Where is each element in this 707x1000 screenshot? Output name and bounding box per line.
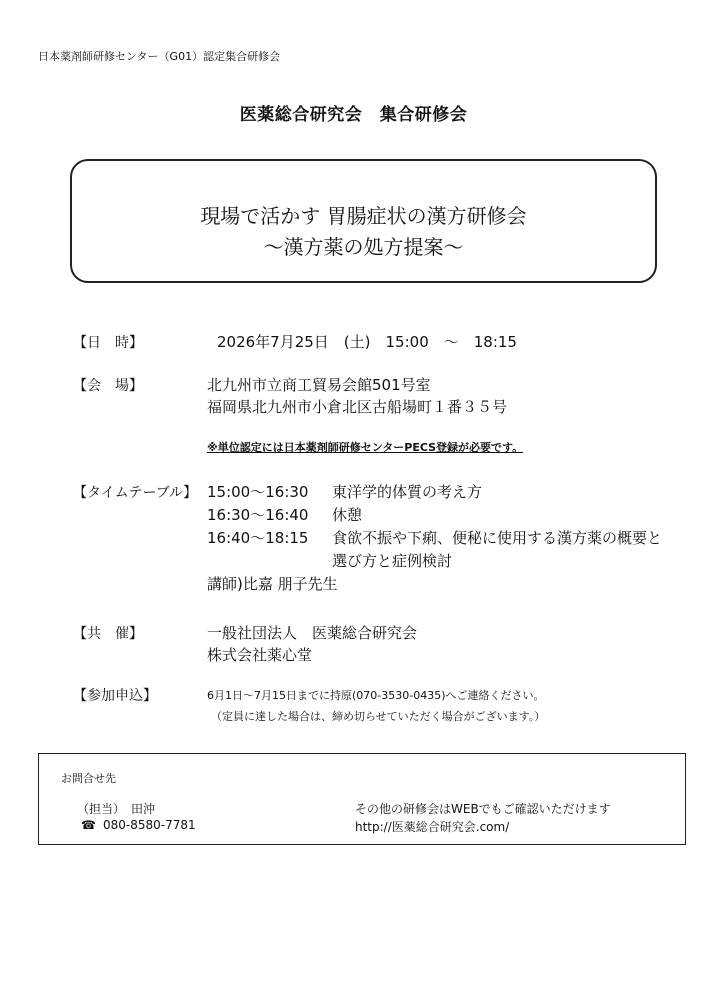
apply-info: 6月1日～7月15日までに持原(070-3530-0435)へご連絡ください。 xyxy=(207,689,545,702)
timetable-desc-2: 休憩 xyxy=(332,506,363,524)
contact-person: （担当） 田沖 xyxy=(77,802,156,816)
event-title: 現場で活かす 胃腸症状の漢方研修会 xyxy=(200,204,527,228)
venue-name: 北九州市立商工貿易会館501号室 xyxy=(207,376,431,394)
contact-box xyxy=(38,753,686,845)
datetime-value: 2026年7月25日 (土) 15:00 ～ 18:15 xyxy=(217,333,517,351)
contact-phone: 080-8580-7781 xyxy=(103,818,196,832)
cohost-org-2: 株式会社薬心堂 xyxy=(207,646,313,664)
cohost-org-1: 一般社団法人 医薬総合研究会 xyxy=(207,624,418,642)
datetime-label: 【日 時】 xyxy=(73,335,143,351)
org-title: 医薬総合研究会 集合研修会 xyxy=(239,105,468,125)
timetable-time-3: 16:40～18:15 xyxy=(207,529,309,547)
apply-note: （定員に達した場合は、締め切らせていただく場合がございます。） xyxy=(211,710,546,723)
contact-heading: お問合せ先 xyxy=(61,772,116,785)
cohost-label: 【共 催】 xyxy=(73,626,143,642)
venue-label: 【会 場】 xyxy=(73,378,143,394)
web-note: その他の研修会はWEBでもご確認いただけます xyxy=(355,802,611,816)
timetable-desc-3-cont: 選び方と症例検討 xyxy=(332,552,453,570)
venue-address: 福岡県北九州市小倉北区古船場町１番３５号 xyxy=(207,398,508,416)
timetable-time-2: 16:30～16:40 xyxy=(207,506,309,524)
lecturer: 講師)比嘉 朋子先生 xyxy=(207,575,338,593)
pecs-note: ※単位認定には日本薬剤師研修センターPECS登録が必要です。 xyxy=(207,441,524,454)
title-box xyxy=(70,159,657,283)
phone-icon: ☎ xyxy=(81,818,96,832)
timetable-time-1: 15:00～16:30 xyxy=(207,483,309,501)
timetable-desc-3: 食欲不振や下痢、便秘に使用する漢方薬の概要と xyxy=(332,529,663,547)
event-subtitle: ～漢方薬の処方提案～ xyxy=(263,235,464,259)
website-link[interactable]: http://医薬総合研究会.com/ xyxy=(355,820,510,834)
apply-label: 【参加申込】 xyxy=(73,688,157,704)
timetable-label: 【タイムテーブル】 xyxy=(73,485,198,501)
header-note: 日本薬剤師研修センター（G01）認定集合研修会 xyxy=(38,50,281,63)
timetable-desc-1: 東洋学的体質の考え方 xyxy=(332,483,483,501)
